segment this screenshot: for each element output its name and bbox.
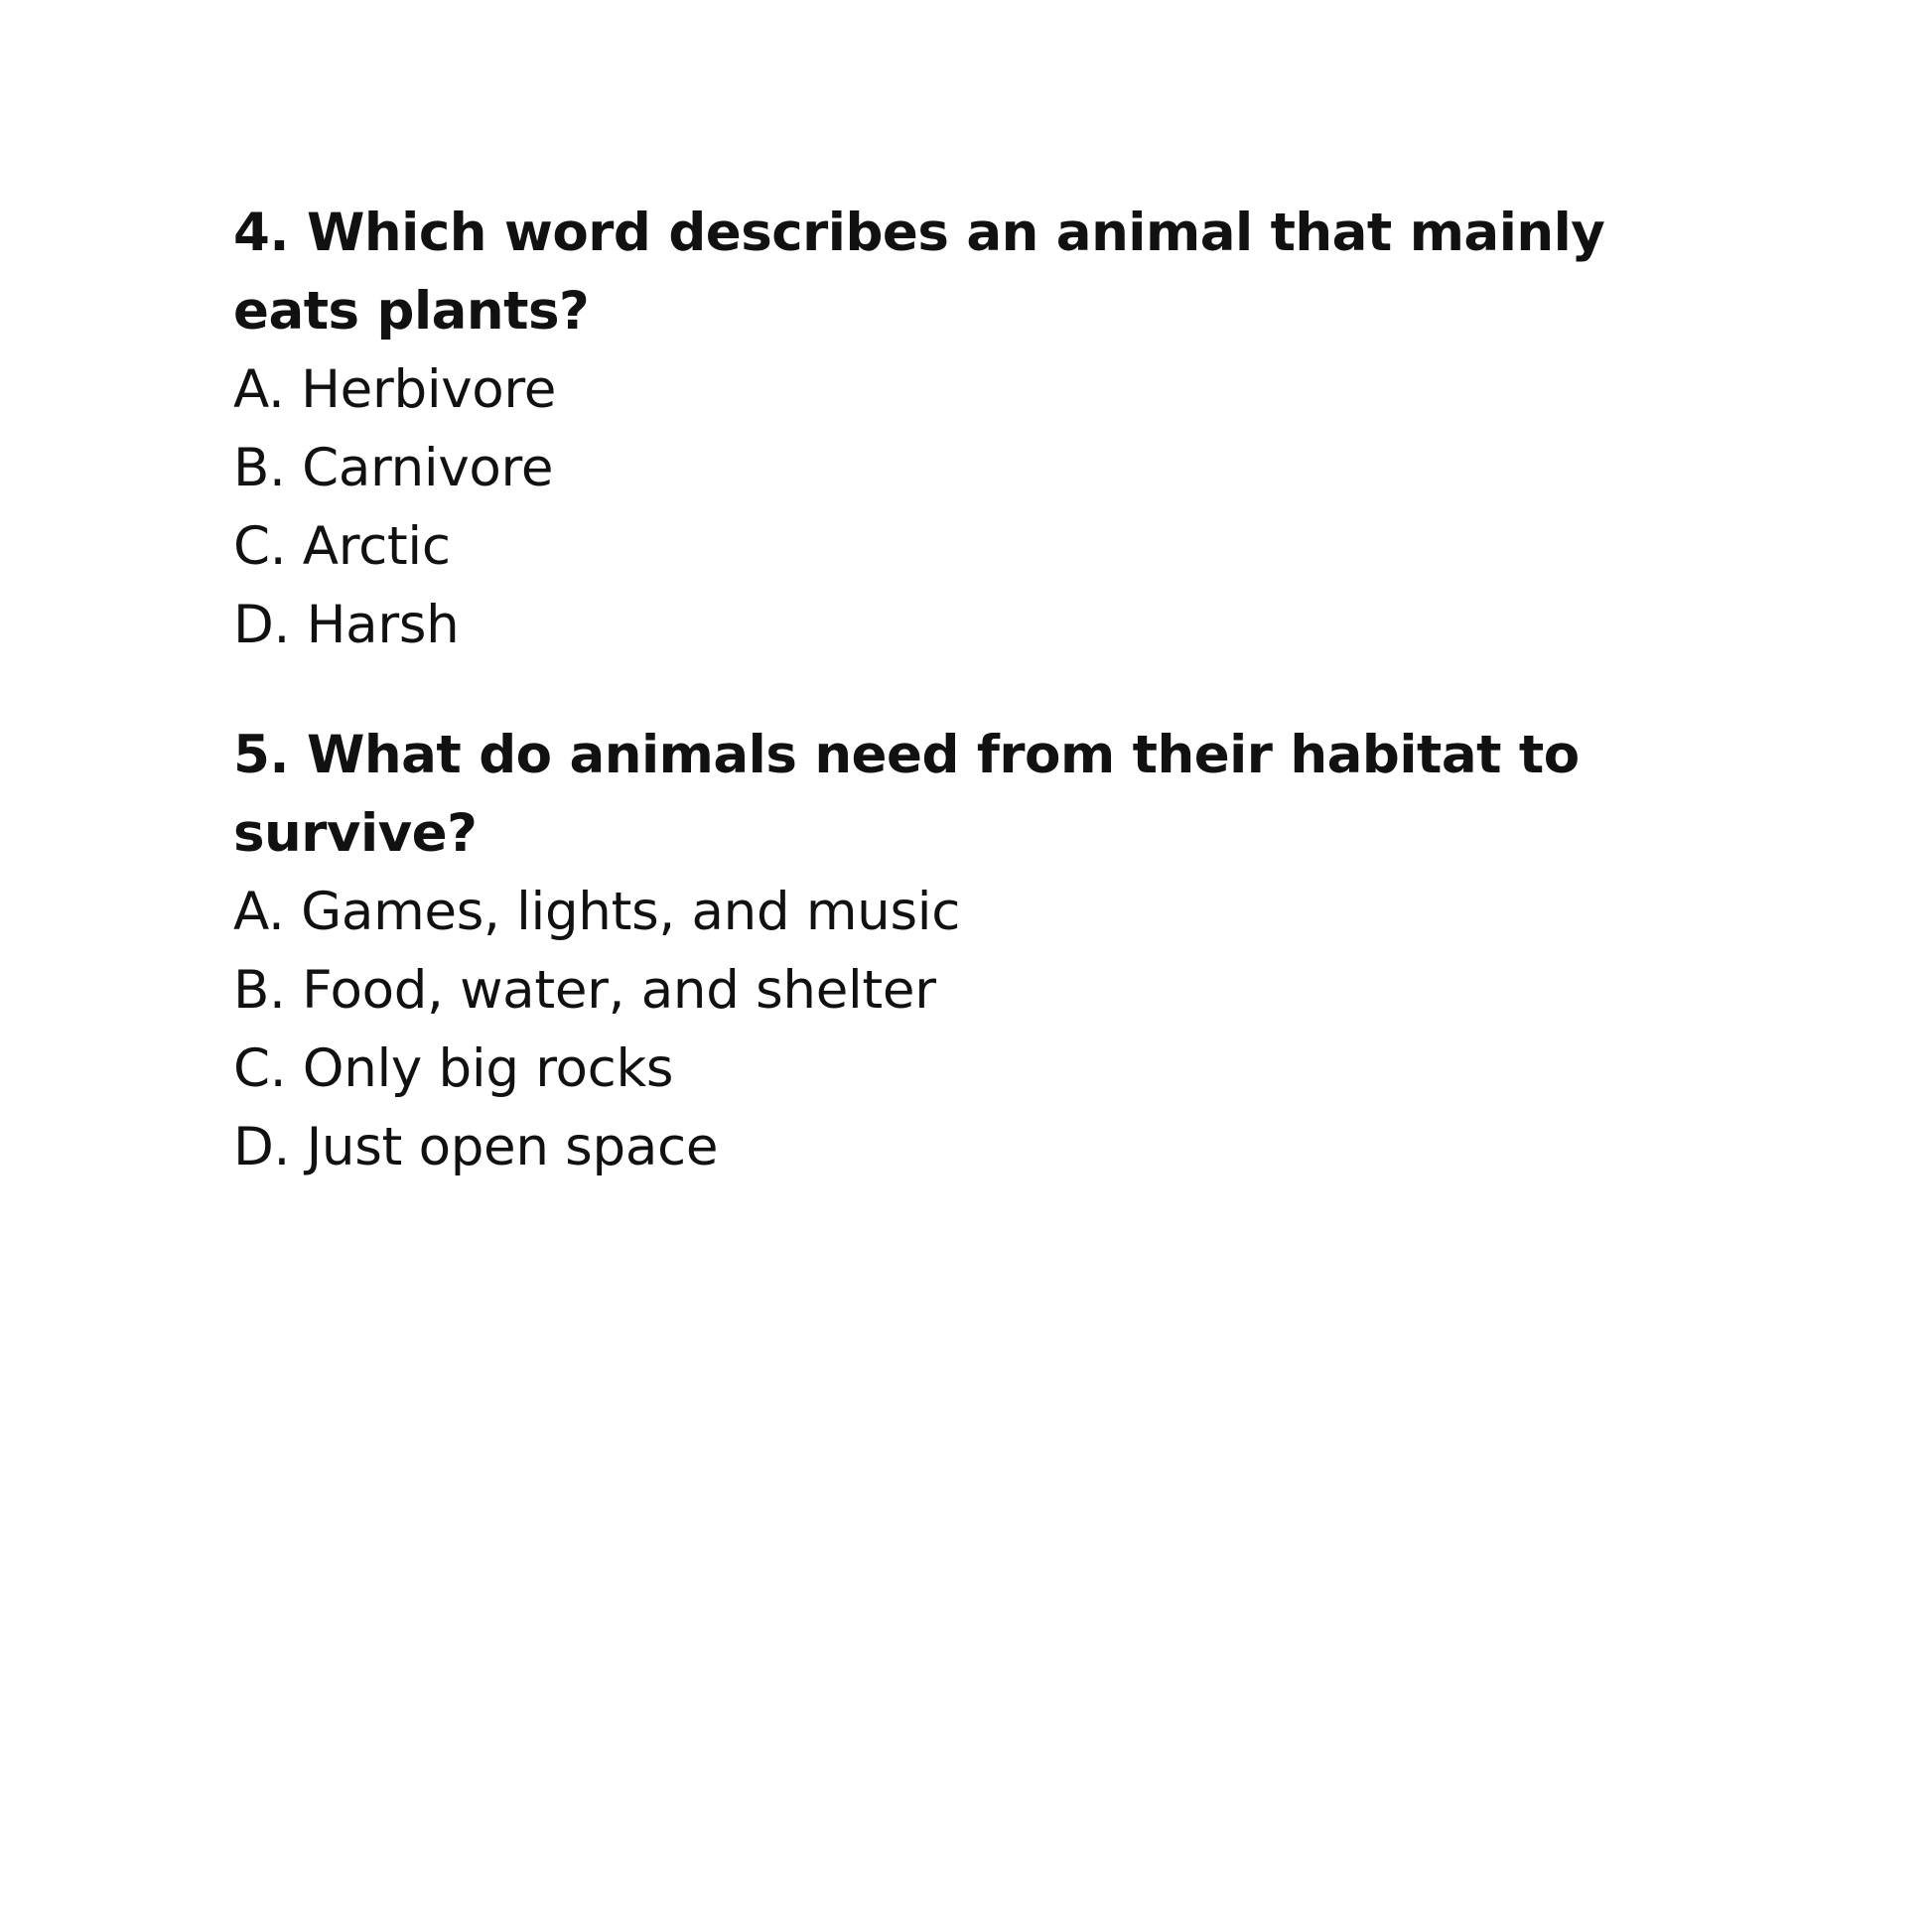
answer-option-a: A. Games, lights, and music [233,882,961,942]
answer-option-d: D. Just open space [233,1117,719,1177]
answer-option-b: B. Carnivore [233,438,554,498]
question-5 [233,716,1782,1186]
question-prompt: 4. Which word describes an animal that mainly eats plants? [233,203,1605,342]
answer-option-a: A. Herbivore [233,359,557,420]
answer-option-b: B. Food, water, and shelter [233,960,936,1021]
answer-option-c: C. Only big rocks [233,1038,674,1099]
question-4 [233,194,1782,664]
answer-option-c: C. Arctic [233,516,451,577]
answer-options [233,350,1782,664]
question-prompt: 5. What do animals need from their habitat to survive? [233,725,1580,864]
quiz-content [233,194,1782,1186]
answer-option-d: D. Harsh [233,595,460,655]
answer-options [233,873,1782,1186]
